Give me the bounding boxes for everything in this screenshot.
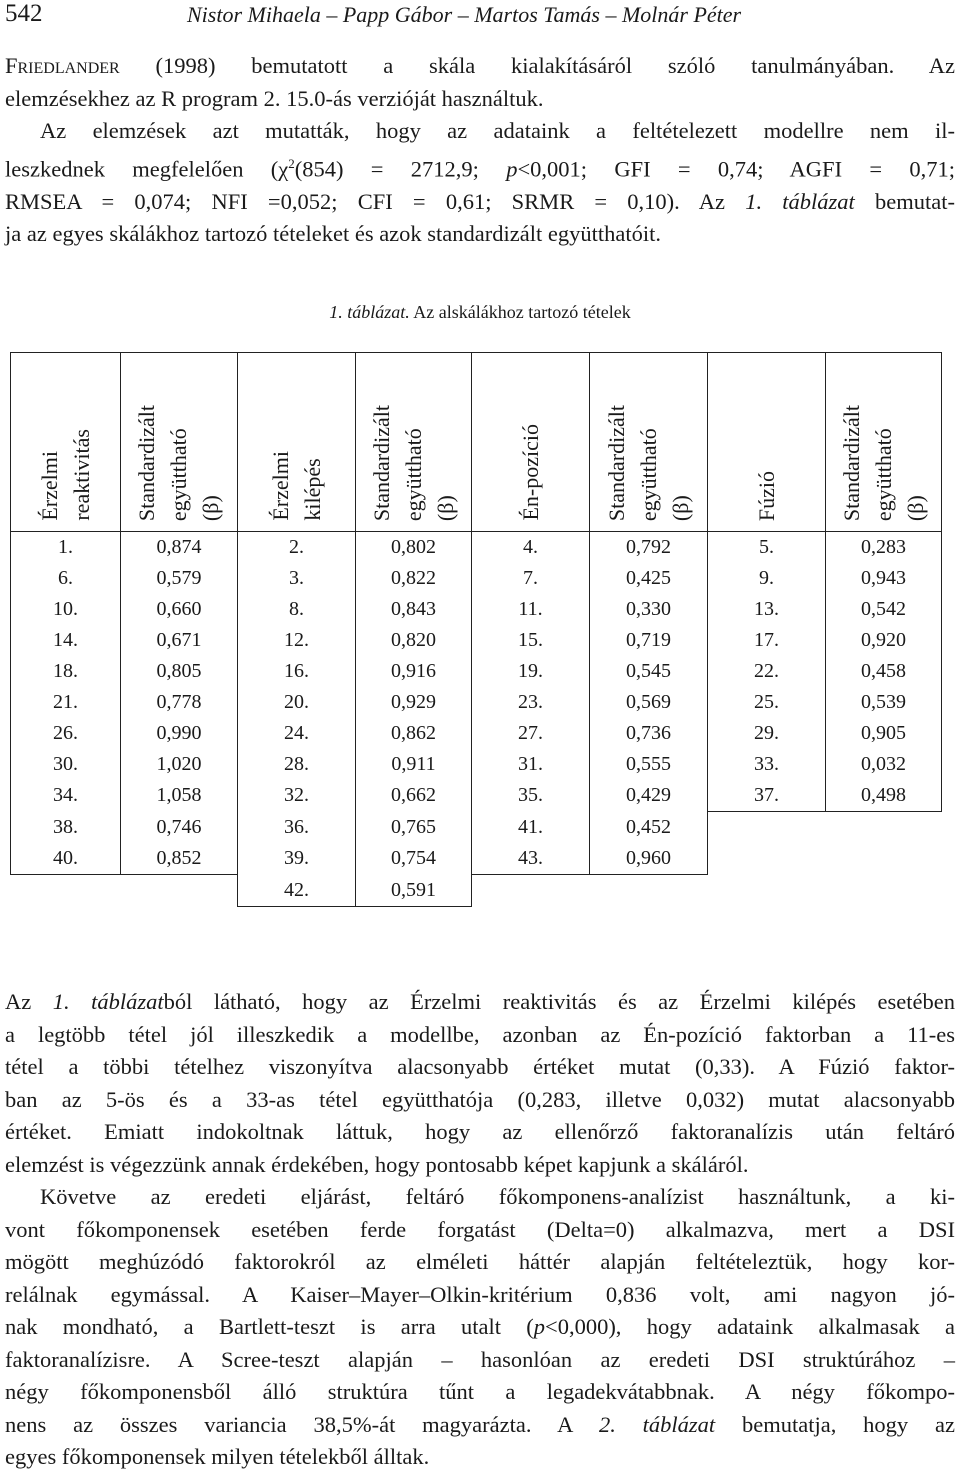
column-header-line: Standardizált: [368, 404, 394, 521]
table-row: [11, 780, 942, 812]
table-cell: 42.: [238, 875, 356, 907]
table-cell: [708, 843, 826, 875]
column-header-line: (β): [667, 495, 693, 521]
table-row: [11, 625, 942, 656]
table-cell: 0,283: [826, 532, 942, 564]
paragraph-2-line-2: [5, 148, 955, 186]
table-cell: 7.: [472, 563, 590, 594]
table-cell: 1,020: [121, 749, 238, 780]
column-header-3: [356, 353, 472, 532]
table-cell: 5.: [708, 532, 826, 564]
table-cell: 33.: [708, 749, 826, 780]
chi-square-superscript: 2: [288, 155, 295, 171]
column-header-text: [515, 424, 547, 521]
table-row: [11, 718, 942, 749]
table-cell: 17.: [708, 625, 826, 656]
paragraph-2-line-4: ja az egyes skálákhoz tartozó tételeket és azok standardizált együtthatóit.: [5, 221, 661, 246]
table-cell: 0,916: [356, 656, 472, 687]
column-header-7: [826, 353, 942, 532]
table-row: [11, 687, 942, 718]
p4-l5-b: <0,000), hogy adataink alkalmasak a: [545, 1314, 955, 1339]
paragraph-1-line-2: elemzésekhez az R program 2. 15.0-ás verzióját használtuk.: [5, 85, 544, 111]
table-cell: [826, 875, 942, 907]
paragraph-4-line-8: [5, 1409, 955, 1442]
table-cell: 8.: [238, 594, 356, 625]
paragraph-4-line-5: [5, 1311, 955, 1344]
table-cell: [826, 812, 942, 844]
table-cell: 12.: [238, 625, 356, 656]
table-cell: 0,452: [590, 812, 708, 844]
table-cell: 0,660: [121, 594, 238, 625]
table-cell: 0,569: [590, 687, 708, 718]
table-cell: 29.: [708, 718, 826, 749]
table-caption: [0, 302, 960, 323]
table-cell: 0,990: [121, 718, 238, 749]
table-cell: 18.: [11, 656, 121, 687]
paragraph-3-line-5: értéket. Emiatt indokoltnak láttuk, hogy az ellenőrző faktoranalízis után feltáró: [5, 1119, 955, 1144]
paragraph-3-line-3: tétel a többi tételhez viszonyítva alacsonyabb értéket mutat (0,33). A Fúzió faktor-: [5, 1054, 955, 1079]
table-cell: 0,032: [826, 749, 942, 780]
table-cell: 31.: [472, 749, 590, 780]
p4-l8-b: bemutatja, hogy az: [715, 1411, 955, 1437]
p2-l2-c: <0,001; GFI = 0,74; AGFI = 0,71;: [517, 156, 955, 181]
paragraph-3-line-4: ban az 5-ös és a 33-as tétel együtthatója (0,283, illetve 0,032) mutat alacsonyabb: [5, 1086, 955, 1112]
table-cell: 0,792: [590, 532, 708, 564]
table-cell: [590, 875, 708, 907]
table-row: [11, 875, 942, 907]
column-header-line: reaktivitás: [68, 429, 94, 521]
table-cell: 10.: [11, 594, 121, 625]
paragraph-3-line-2: a legtöbb tétel jól illeszkedik a modellbe, azonban az Én-pozíció faktorban a 11-es: [5, 1021, 955, 1047]
column-header-line: Standardizált: [134, 404, 159, 521]
p4-l8-a: nens az összes variancia 38,5%-át magyarázta. A: [5, 1411, 599, 1437]
column-header-text: [836, 405, 932, 521]
table-cell: 0,911: [356, 749, 472, 780]
table-row: [11, 594, 942, 625]
p4-l5-a: nak mondható, a Bartlett-teszt is arra utalt (: [5, 1314, 534, 1339]
column-header-line: együttható: [166, 428, 191, 521]
table-cell: 0,754: [356, 843, 472, 875]
column-header-line: (β): [902, 495, 928, 521]
table-cell: 15.: [472, 625, 590, 656]
table-cell: 36.: [238, 812, 356, 844]
table-cell: 3.: [238, 563, 356, 594]
column-header-1: [121, 353, 238, 532]
subscale-items-table: [10, 352, 942, 907]
paragraph-4: [5, 1181, 955, 1474]
table-row: [11, 656, 942, 687]
table-cell: 0,429: [590, 780, 708, 812]
table-cell: [708, 812, 826, 844]
column-header-0: [11, 353, 121, 532]
p3-l1-b: ból látható, hogy az Érzelmi reaktivitás és az Érzelmi kilépés esetében: [163, 989, 955, 1014]
table-cell: 28.: [238, 749, 356, 780]
table-cell: 25.: [708, 687, 826, 718]
table-cell: 0,539: [826, 687, 942, 718]
column-header-line: Standardizált: [603, 404, 629, 521]
table-cell: [826, 843, 942, 875]
column-header-line: kilépés: [299, 458, 325, 521]
table-cell: 0,736: [590, 718, 708, 749]
table-cell: 0,591: [356, 875, 472, 907]
table-cell: [472, 875, 590, 907]
column-header-5: [590, 353, 708, 532]
table-cell: 0,802: [356, 532, 472, 564]
table-cell: 4.: [472, 532, 590, 564]
running-head-authors: Nistor Mihaela – Papp Gábor – Martos Tamás – Molnár Péter: [187, 2, 742, 27]
table-cell: 0,960: [590, 843, 708, 875]
table-cell: 1.: [11, 532, 121, 564]
paragraph-4-line-2: vont főkomponensek esetében ferde forgatást (Delta=0) alkalmazva, mert a DSI: [5, 1216, 955, 1242]
column-header-text: [751, 471, 783, 521]
table-cell: 0,862: [356, 718, 472, 749]
p3-l1-a: Az: [5, 989, 53, 1014]
table-cell: 19.: [472, 656, 590, 687]
column-header-text: [265, 451, 329, 521]
p2-l2-b: (854) = 2712,9;: [294, 156, 507, 181]
author-name-smallcaps: Friedlander: [5, 53, 120, 78]
paragraph-3-line-6: elemzést is végezzünk annak érdekében, hogy pontosabb képet kapjunk a skáláról.: [5, 1151, 749, 1177]
running-header: [5, 0, 955, 30]
table-cell: 35.: [472, 780, 590, 812]
table-cell: [11, 875, 121, 907]
paragraph-2-line-1: Az elemzések azt mutatták, hogy az adataink a feltételezett modellre nem il-: [40, 118, 955, 143]
paragraph-2: [5, 115, 955, 251]
table-row: [11, 843, 942, 875]
table-cell: 0,498: [826, 780, 942, 812]
table-cell: 6.: [11, 563, 121, 594]
table-cell: 40.: [11, 843, 121, 875]
table-cell: 0,765: [356, 812, 472, 844]
column-header-4: [472, 353, 590, 532]
table-cell: 0,425: [590, 563, 708, 594]
table-cell: 0,874: [121, 532, 238, 564]
paragraph-1: [5, 50, 955, 115]
table-cell: 32.: [238, 780, 356, 812]
table-body: [11, 532, 942, 907]
p2-l2-p: p: [506, 156, 518, 181]
table-cell: 41.: [472, 812, 590, 844]
table-cell: 0,943: [826, 563, 942, 594]
column-header-line: Érzelmi: [36, 451, 62, 521]
table-cell: 23.: [472, 687, 590, 718]
table-cell: 2.: [238, 532, 356, 564]
column-header-2: [238, 353, 356, 532]
column-header-line: (β): [198, 495, 223, 521]
table-cell: 0,555: [590, 749, 708, 780]
table-cell: 0,330: [590, 594, 708, 625]
table-cell: 26.: [11, 718, 121, 749]
table-cell: 16.: [238, 656, 356, 687]
table-cell: 0,458: [826, 656, 942, 687]
table-row: [11, 563, 942, 594]
paragraph-4-line-1: Követve az eredeti eljárást, feltáró főkomponens-analízist használtunk, a ki-: [40, 1184, 955, 1209]
table-cell: 0,843: [356, 594, 472, 625]
paragraph-3: [5, 986, 955, 1181]
table-cell: 27.: [472, 718, 590, 749]
table-cell: 11.: [472, 594, 590, 625]
table-cell: 22.: [708, 656, 826, 687]
table-header-row: [11, 353, 942, 532]
column-header-line: (β): [432, 495, 458, 521]
table-cell: [708, 875, 826, 907]
table-cell: 13.: [708, 594, 826, 625]
column-header-line: Fúzió: [753, 470, 779, 521]
paragraph-4-line-4: relálnak egymással. A Kaiser–Mayer–Olkin-kritérium 0,836 volt, ami nagyon jó-: [5, 1281, 955, 1307]
table-row: [11, 532, 942, 564]
table-cell: 0,852: [121, 843, 238, 875]
table-cell: 30.: [11, 749, 121, 780]
table-cell: 0,746: [121, 812, 238, 844]
table-caption-text: Az alskálákhoz tartozó tételek: [409, 302, 631, 322]
column-header-line: együttható: [870, 428, 896, 521]
table-cell: 0,545: [590, 656, 708, 687]
column-header-text: [366, 405, 462, 521]
table-cell: 0,778: [121, 687, 238, 718]
table-cell: 21.: [11, 687, 121, 718]
table-cell: 24.: [238, 718, 356, 749]
table-cell: 0,905: [826, 718, 942, 749]
column-header-text: [131, 405, 227, 521]
paragraph-1-line-1: [5, 50, 955, 83]
paragraph-4-line-6: faktoranalízisre. A Scree-teszt alapján – hasonlóan az eredeti DSI struktúrához –: [5, 1346, 955, 1372]
table-cell: 0,820: [356, 625, 472, 656]
table-cell: 0,920: [826, 625, 942, 656]
table-cell: 0,822: [356, 563, 472, 594]
column-header-line: együttható: [400, 428, 426, 521]
table-cell: 14.: [11, 625, 121, 656]
column-header-text: [601, 405, 697, 521]
p4-l5-p: p: [533, 1314, 545, 1339]
table-cell: 34.: [11, 780, 121, 812]
paragraph-4-line-7: négy főkomponensből álló struktúra tűnt a legadekvátabbnak. A négy főkompo-: [5, 1379, 955, 1404]
table-cell: 0,662: [356, 780, 472, 812]
table-caption-label: 1. táblázat.: [329, 302, 410, 322]
table-cell: 43.: [472, 843, 590, 875]
table-cell: 9.: [708, 563, 826, 594]
paragraph-2-line-3: [5, 186, 955, 219]
table-cell: 1,058: [121, 780, 238, 812]
column-header-text: [34, 429, 98, 521]
table-cell: 0,719: [590, 625, 708, 656]
table-cell: 38.: [11, 812, 121, 844]
column-header-line: Érzelmi: [267, 451, 293, 521]
p2-l3-a: RMSEA = 0,074; NFI =0,052; CFI = 0,61; SRMR = 0,10). Az: [5, 188, 746, 214]
page-number: 542: [5, 0, 43, 27]
p3-l1-italic: 1. táblázat: [52, 989, 164, 1014]
paragraph-4-line-9: egyes főkomponensek milyen tételekből álltak.: [5, 1444, 430, 1469]
p2-l2-a: leszkednek megfelelően (χ: [5, 156, 289, 181]
p2-l3-italic: 1. táblázat: [745, 188, 855, 214]
table-row: [11, 812, 942, 844]
table-cell: 39.: [238, 843, 356, 875]
column-header-line: Én-pozíció: [517, 424, 543, 521]
table-cell: 0,542: [826, 594, 942, 625]
table-cell: 0,671: [121, 625, 238, 656]
column-header-line: együttható: [635, 428, 661, 521]
paragraph-1-line-1-text: (1998) bemutatott a skála kialakításáról szóló tanulmányában. Az: [119, 53, 955, 78]
p2-l3-b: bemutat-: [854, 188, 955, 214]
paragraph-3-line-1: [5, 986, 955, 1019]
paragraph-4-line-3: mögött meghúzódó faktorokról az elméleti háttér alapján feltételeztük, hogy kor-: [5, 1249, 955, 1274]
table-cell: 37.: [708, 780, 826, 812]
table-cell: 0,579: [121, 563, 238, 594]
table-cell: 0,805: [121, 656, 238, 687]
p4-l8-italic: 2. táblázat: [598, 1411, 716, 1437]
column-header-line: Standardizált: [838, 404, 864, 521]
column-header-6: [708, 353, 826, 532]
table-cell: 20.: [238, 687, 356, 718]
table-cell: [121, 875, 238, 907]
table-cell: 0,929: [356, 687, 472, 718]
table-row: [11, 749, 942, 780]
